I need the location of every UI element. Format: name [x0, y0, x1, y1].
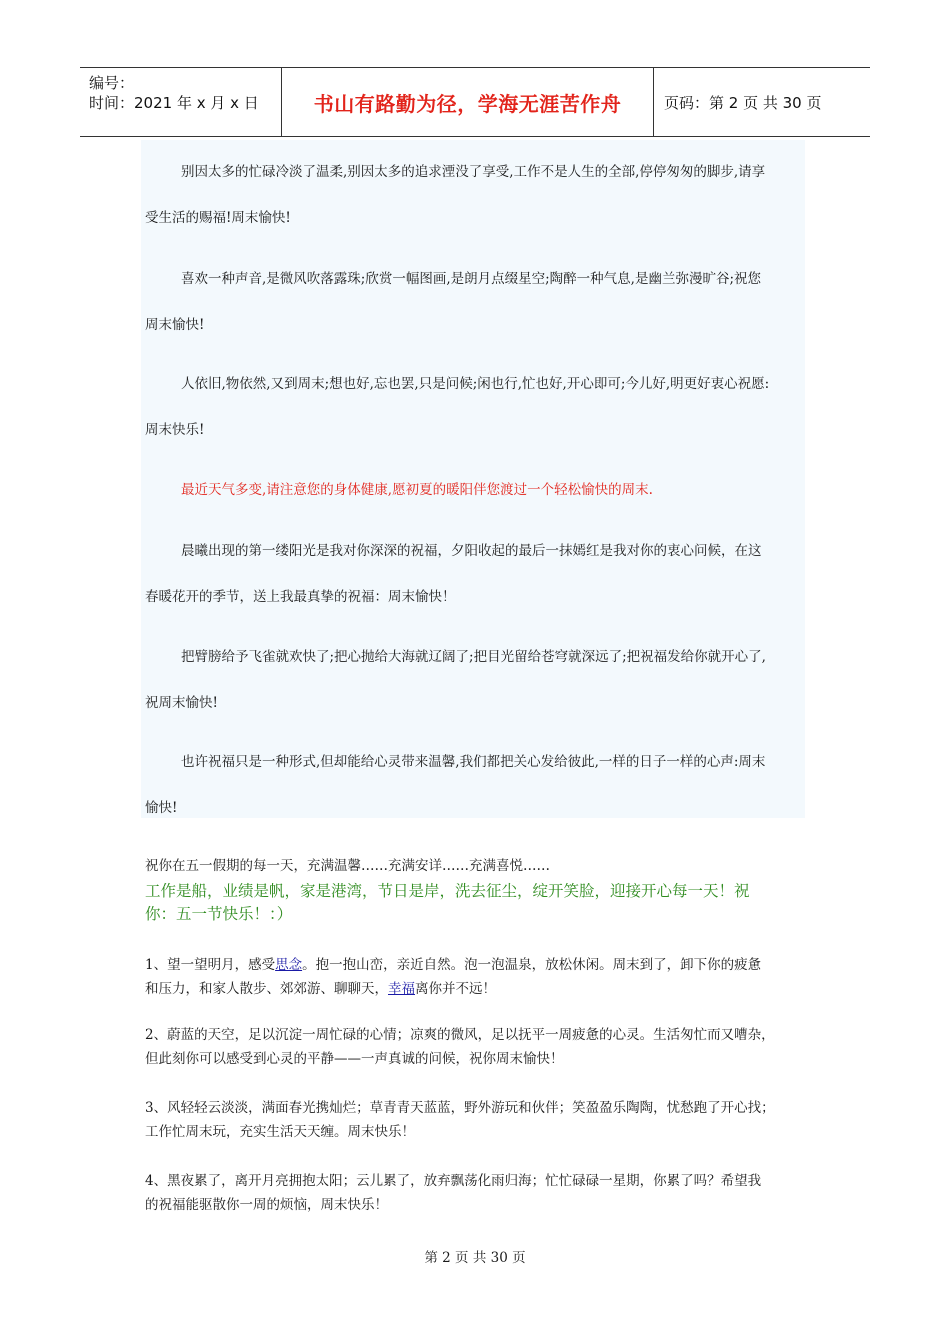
paragraph-line: 周末快乐! — [145, 422, 205, 438]
green-line: 工作是船，业绩是帆，家是港湾，节日是岸，洗去征尘，绽开笑脸，迎接开心每一天！祝 — [145, 882, 750, 900]
date-label: 时间：2021 年 x 月 x 日 — [89, 94, 259, 112]
item-text: 1、望一望明月，感受 — [145, 957, 276, 973]
item-line: 2、蔚蓝的天空，足以沉淀一周忙碌的心情；凉爽的微风，足以抚平一周疲惫的心灵。生活匆忙而又嘈杂， — [145, 1027, 775, 1043]
paragraph-line: 晨曦出现的第一缕阳光是我对你深深的祝福，夕阳收起的最后一抹嫣红是我对你的衷心问候，在这 — [181, 543, 762, 559]
paragraph-line: 春暖花开的季节，送上我最真挚的祝福：周末愉快！ — [145, 589, 456, 605]
paragraph-line: 祝周末愉快! — [145, 695, 218, 711]
paragraph-line: 人依旧,物依然,又到周末;想也好,忘也罢,只是问候;闲也行,忙也好,开心即可;今儿好,明更好衷心祝愿: — [181, 376, 770, 392]
may-day-line: 祝你在五一假期的每一天，充满温馨……充满安详……充满喜悦…… — [145, 858, 550, 874]
item-line: 的祝福能驱散你一周的烦恼，周末快乐！ — [145, 1197, 388, 1213]
paragraph-line: 周末愉快! — [145, 317, 205, 333]
header-motto: 书山有路勤为径，学海无涯苦作舟 — [282, 68, 654, 136]
number-label: 编号： — [89, 74, 135, 92]
paragraph-line: 最近天气多变,请注意您的身体健康,愿初夏的暖阳伴您渡过一个轻松愉快的周末. — [181, 482, 653, 498]
paragraph-line: 愉快! — [145, 800, 178, 816]
page-footer: 第 2 页 共 30 页 — [424, 1250, 526, 1266]
paragraph-line: 受生活的赐福!周末愉快! — [145, 210, 291, 226]
green-greeting — [145, 880, 815, 926]
numbered-item-3 — [145, 1096, 815, 1144]
numbered-item-4 — [145, 1169, 815, 1217]
header-meta — [80, 68, 282, 136]
paragraph-line: 喜欢一种声音,是微风吹落露珠;欣赏一幅图画,是朗月点缀星空;陶醉一种气息,是幽兰弥漫旷谷;祝您 — [181, 271, 762, 287]
item-line: 3、风轻轻云淡淡，满面春光携灿烂；草青青天蓝蓝，野外游玩和伙伴；笑盈盈乐陶陶，忧愁跑了开心找； — [145, 1100, 775, 1116]
item-text: 和压力，和家人散步、郊郊游、聊聊天， — [145, 981, 388, 997]
paragraph-line: 别因太多的忙碌冷淡了温柔,别因太多的追求湮没了享受,工作不是人生的全部,停停匆匆的脚步,请享 — [181, 164, 766, 180]
numbered-item-1 — [145, 953, 815, 1001]
link-xingfu[interactable]: 幸福 — [388, 981, 415, 997]
paragraph-line: 把臂膀给予飞雀就欢快了;把心抛给大海就辽阔了;把目光留给苍穹就深远了;把祝福发给你就开心了, — [181, 649, 766, 665]
item-line: 但此刻你可以感受到心灵的平静——一声真诚的问候，祝你周末愉快！ — [145, 1051, 564, 1067]
green-line: 你：五一节快乐！：） — [145, 905, 293, 923]
link-sinian[interactable]: 思念 — [275, 957, 303, 973]
paragraph-line: 也许祝福只是一种形式,但却能给心灵带来温馨,我们都把关心发给彼此,一样的日子一样的心声:周末 — [181, 754, 766, 770]
header-page-info: 页码：第 2 页 共 30 页 — [664, 93, 822, 112]
item-line: 工作忙周末玩，充实生活天天缠。周末快乐！ — [145, 1124, 415, 1140]
numbered-item-2 — [145, 1023, 815, 1071]
item-text: 离你并不远！ — [415, 981, 496, 997]
document-header — [80, 67, 870, 137]
item-line: 4、黑夜累了，离开月亮拥抱太阳；云儿累了，放弃飘荡化雨归海；忙忙碌碌一星期，你累了吗？希望我 — [145, 1173, 762, 1189]
item-text: 。抱一抱山峦，亲近自然。泡一泡温泉，放松休闲。周末到了，卸下你的疲惫 — [302, 957, 762, 973]
